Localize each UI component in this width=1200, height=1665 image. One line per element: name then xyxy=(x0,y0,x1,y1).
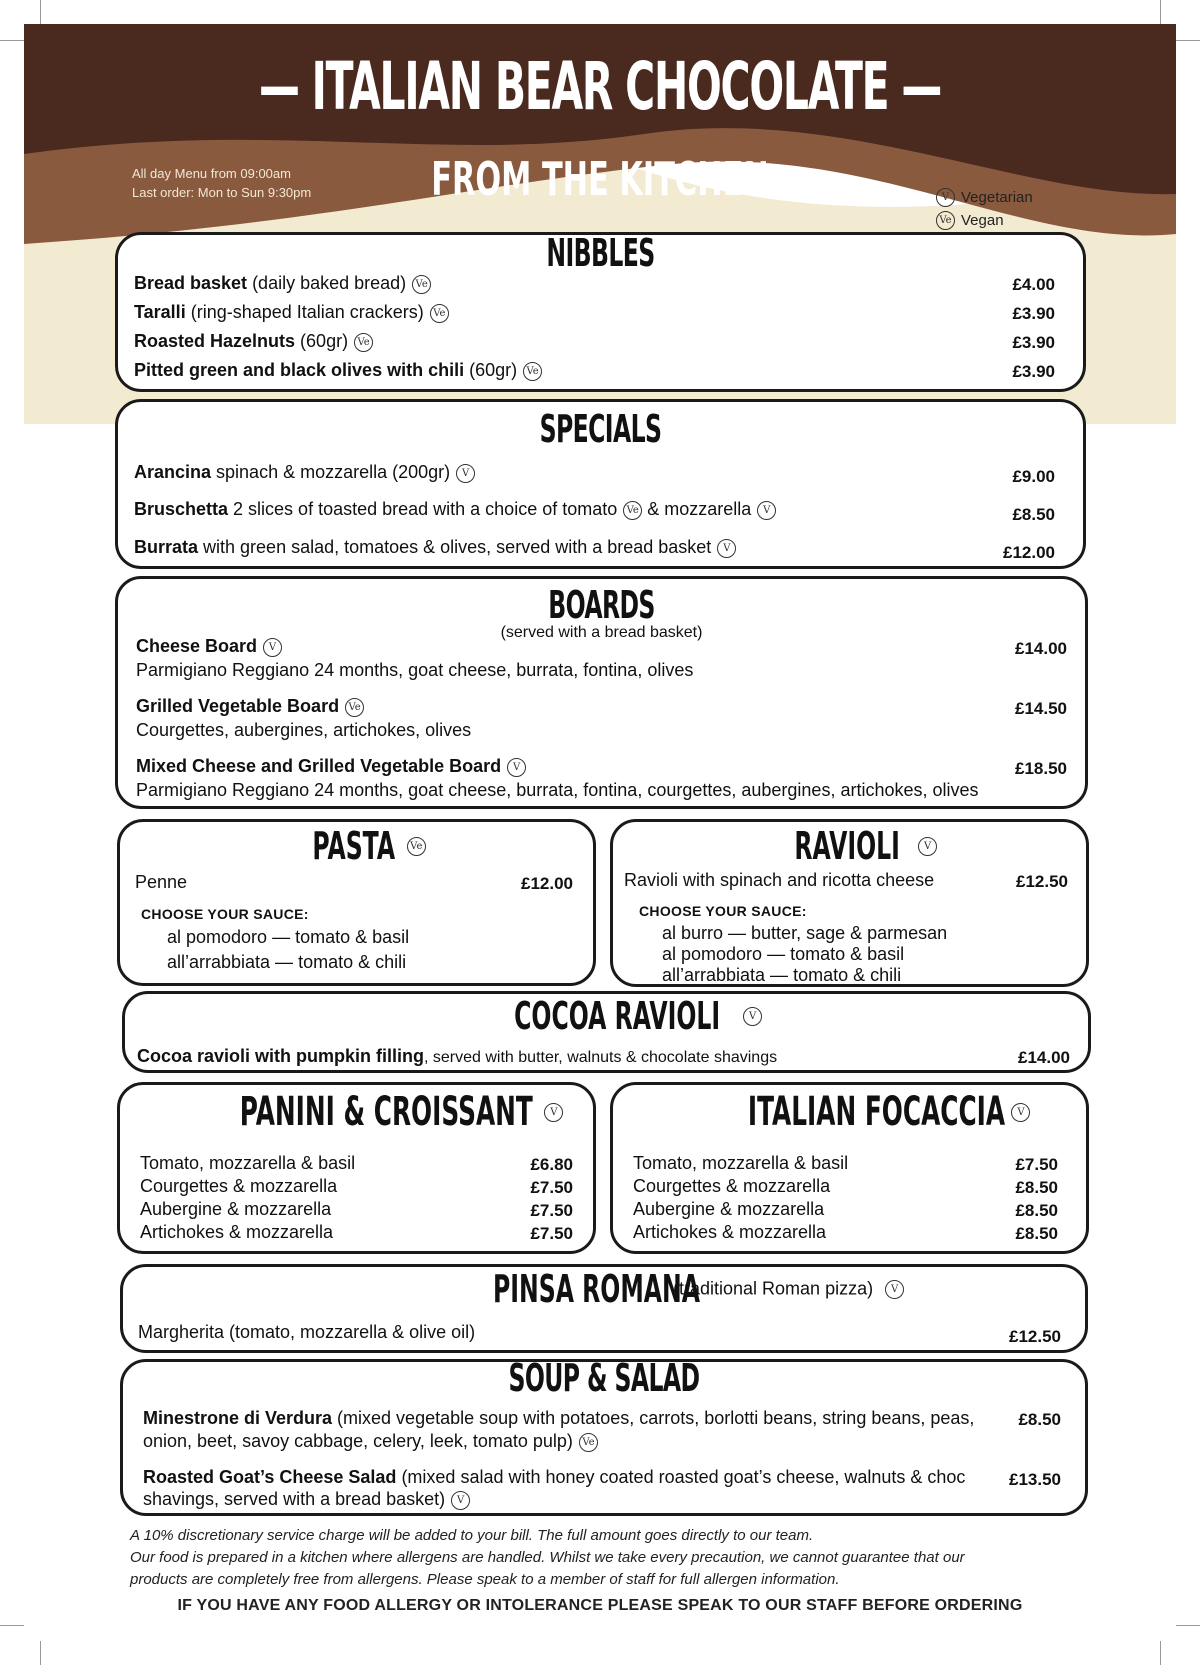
sauce-option: all’arrabbiata — tomato & chili xyxy=(167,952,407,972)
item-desc: , served with butter, walnuts & chocolate shavings xyxy=(424,1049,778,1066)
crop-mark xyxy=(0,40,24,41)
item-name: Taralli xyxy=(134,302,186,322)
item-price: £7.50 xyxy=(530,1201,573,1220)
section-title-row xyxy=(125,994,1088,1038)
vegan-icon: Ve xyxy=(936,211,955,230)
sauce-option: all’arrabbiata — tomato & chili xyxy=(662,965,902,985)
item-price: £7.50 xyxy=(530,1224,573,1243)
nibbles-section xyxy=(115,232,1086,392)
crop-mark xyxy=(1176,1625,1200,1626)
section-title: COCOA RAVIOLI xyxy=(513,994,721,1038)
item-price: £3.90 xyxy=(1012,362,1055,381)
item-name: Bread basket xyxy=(134,273,248,293)
ravioli-section xyxy=(610,819,1089,987)
vegan-icon: Ve xyxy=(345,698,364,717)
item-name: Minestrone di Verdura xyxy=(143,1408,333,1428)
legend-vegetarian xyxy=(936,186,1033,209)
vegetarian-icon: V xyxy=(263,638,282,657)
item-price: £8.50 xyxy=(1012,505,1055,524)
item-desc: (ring-shaped Italian crackers) xyxy=(185,302,424,322)
vegetarian-icon: V xyxy=(451,1491,470,1510)
menu-item: Artichokes & mozzarella xyxy=(140,1222,334,1242)
item-name: Cheese Board xyxy=(136,636,258,656)
item-desc: 2 slices of toasted bread with a choice of tomato xyxy=(228,499,618,519)
item-desc: (daily baked bread) xyxy=(247,273,407,293)
menu-item xyxy=(134,360,542,381)
menu-item xyxy=(136,696,364,717)
allergen-note: Our food is prepared in a kitchen where allergens are handled. Whilst we take every precaution, we cannot guarantee that our xyxy=(130,1549,965,1566)
item-price: £6.80 xyxy=(530,1155,573,1174)
menu-item xyxy=(134,302,449,323)
menu-item xyxy=(134,537,736,558)
sauce-option: al burro — butter, sage & parmesan xyxy=(662,923,948,943)
item-price: £8.50 xyxy=(1015,1224,1058,1243)
item-price: £7.50 xyxy=(530,1178,573,1197)
item-name: Grilled Vegetable Board xyxy=(136,696,340,716)
section-title: BOARDS xyxy=(548,583,655,627)
item-name: Mixed Cheese and Grilled Vegetable Board xyxy=(136,756,502,776)
vegetarian-icon: V xyxy=(717,539,736,558)
vegetarian-icon: V xyxy=(885,1280,904,1299)
menu-item xyxy=(134,462,475,483)
item-desc: Parmigiano Reggiano 24 months, goat cheese, burrata, fontina, olives xyxy=(136,660,694,680)
item-price: £13.50 xyxy=(1009,1470,1061,1489)
section-title-row xyxy=(493,1267,904,1311)
item-desc: & mozzarella xyxy=(642,499,752,519)
legend-label: Vegetarian xyxy=(961,189,1033,206)
menu-item xyxy=(143,1467,965,1488)
section-title-row xyxy=(613,824,1086,868)
vegetarian-icon: V xyxy=(757,501,776,520)
item-desc-continued xyxy=(143,1431,598,1452)
item-desc: shavings, served with a bread basket) xyxy=(143,1489,446,1509)
crop-mark xyxy=(40,1641,41,1665)
cocoa-ravioli-section xyxy=(122,991,1091,1073)
item-desc: onion, beet, savoy cabbage, celery, leek, tomato pulp) xyxy=(143,1431,573,1451)
crop-mark xyxy=(0,1625,24,1626)
menu-item: Margherita (tomato, mozzarella & olive oil) xyxy=(138,1322,476,1342)
menu-item: Aubergine & mozzarella xyxy=(140,1199,332,1219)
dietary-legend xyxy=(936,186,1033,232)
hours-line: All day Menu from 09:00am xyxy=(132,166,291,181)
item-price: £8.50 xyxy=(1015,1178,1058,1197)
legend-vegan xyxy=(936,209,1033,232)
menu-item: Courgettes & mozzarella xyxy=(633,1176,831,1196)
menu-item xyxy=(136,636,282,657)
item-price: £18.50 xyxy=(1015,759,1067,778)
section-note: (served with a bread basket) xyxy=(500,624,703,641)
soup-salad-section xyxy=(120,1356,1088,1516)
menu-item: Aubergine & mozzarella xyxy=(633,1199,825,1219)
service-charge-note: A 10% discretionary service charge will be added to your bill. The full amount goes directly to our team. xyxy=(130,1527,814,1544)
item-desc: (mixed salad with honey coated roasted goat’s cheese, walnuts & choc xyxy=(396,1467,966,1487)
item-desc: with green salad, tomatoes & olives, served with a bread basket xyxy=(198,537,712,557)
vegan-icon: Ve xyxy=(623,501,642,520)
restaurant-title: — ITALIAN BEAR CHOCOLATE — xyxy=(258,48,942,125)
specials-section xyxy=(115,399,1086,569)
item-price: £3.90 xyxy=(1012,304,1055,323)
item-desc: (60gr) xyxy=(295,331,349,351)
sauce-option: al pomodoro — tomato & basil xyxy=(662,944,905,964)
section-title: SPECIALS xyxy=(539,407,662,451)
section-title: RAVIOLI xyxy=(794,824,900,868)
item-name: Roasted Goat’s Cheese Salad xyxy=(143,1467,397,1487)
crop-mark xyxy=(40,0,41,24)
vegan-icon: Ve xyxy=(430,304,449,323)
last-order-line: Last order: Mon to Sun 9:30pm xyxy=(132,185,312,200)
legend-label: Vegan xyxy=(961,212,1004,229)
menu-item xyxy=(143,1408,974,1429)
boards-section xyxy=(115,576,1088,809)
section-title: PINSA ROMANA xyxy=(493,1267,700,1311)
sauce-heading: CHOOSE YOUR SAUCE: xyxy=(639,903,807,919)
menu-subtitle: FROM THE KITCHEN xyxy=(431,152,769,206)
item-desc: spinach & mozzarella (200gr) xyxy=(211,462,451,482)
item-price: £12.00 xyxy=(521,874,573,893)
pasta-section xyxy=(117,819,596,986)
menu-item: Ravioli with spinach and ricotta cheese xyxy=(624,870,935,890)
vegan-icon: Ve xyxy=(412,275,431,294)
section-title-row xyxy=(120,1089,593,1135)
vegetarian-icon: V xyxy=(1011,1103,1030,1122)
menu-item: Tomato, mozzarella & basil xyxy=(633,1153,849,1173)
item-price: £4.00 xyxy=(1012,275,1055,294)
item-price: £8.50 xyxy=(1018,1410,1061,1429)
opening-hours xyxy=(132,164,311,202)
sauce-option: al pomodoro — tomato & basil xyxy=(167,927,410,947)
menu-item: Courgettes & mozzarella xyxy=(140,1176,338,1196)
allergy-warning: IF YOU HAVE ANY FOOD ALLERGY OR INTOLERANCE PLEASE SPEAK TO OUR STAFF BEFORE ORDERING xyxy=(177,1597,1023,1614)
item-price: £7.50 xyxy=(1015,1155,1058,1174)
pinsa-section xyxy=(120,1264,1088,1353)
item-price: £12.50 xyxy=(1009,1327,1061,1346)
item-name: Arancina xyxy=(134,462,212,482)
vegetarian-icon: V xyxy=(918,837,937,856)
item-name: Cocoa ravioli with pumpkin filling xyxy=(137,1046,425,1066)
panini-section xyxy=(117,1082,596,1254)
item-desc: Parmigiano Reggiano 24 months, goat cheese, burrata, fontina, courgettes, aubergines, artichokes, olives xyxy=(136,780,979,800)
section-title: PANINI & CROISSANT xyxy=(239,1089,533,1135)
section-title: ITALIAN FOCACCIA xyxy=(747,1089,1005,1135)
menu-item: Penne xyxy=(135,872,188,892)
section-title-row xyxy=(120,824,593,868)
item-desc-continued xyxy=(143,1489,470,1510)
item-name: Pitted green and black olives with chili xyxy=(134,360,465,380)
section-title: SOUP & SALAD xyxy=(508,1356,700,1400)
section-note: (traditional Roman pizza) xyxy=(673,1278,874,1299)
vegetarian-icon: V xyxy=(507,758,526,777)
section-title-row xyxy=(613,1089,1086,1135)
item-price: £14.00 xyxy=(1018,1048,1070,1067)
menu-item xyxy=(134,273,431,294)
vegetarian-icon: V xyxy=(544,1103,563,1122)
item-desc: (mixed vegetable soup with potatoes, carrots, borlotti beans, string beans, peas, xyxy=(332,1408,975,1428)
item-name: Bruschetta xyxy=(134,499,229,519)
vegan-icon: Ve xyxy=(354,333,373,352)
vegetarian-icon: V xyxy=(936,188,955,207)
item-desc: Courgettes, aubergines, artichokes, olives xyxy=(136,720,472,740)
item-price: £14.00 xyxy=(1015,639,1067,658)
vegan-icon: Ve xyxy=(523,362,542,381)
menu-item: Artichokes & mozzarella xyxy=(633,1222,827,1242)
section-title: PASTA xyxy=(312,824,396,868)
menu-item xyxy=(134,331,373,352)
item-price: £9.00 xyxy=(1012,467,1055,486)
item-price: £8.50 xyxy=(1015,1201,1058,1220)
item-price: £14.50 xyxy=(1015,699,1067,718)
item-price: £12.00 xyxy=(1003,543,1055,562)
item-desc: (60gr) xyxy=(464,360,518,380)
item-price: £3.90 xyxy=(1012,333,1055,352)
vegetarian-icon: V xyxy=(456,464,475,483)
item-name: Burrata xyxy=(134,537,199,557)
item-name: Roasted Hazelnuts xyxy=(134,331,296,351)
menu-item: Tomato, mozzarella & basil xyxy=(140,1153,356,1173)
sauce-heading: CHOOSE YOUR SAUCE: xyxy=(141,906,309,922)
focaccia-section xyxy=(610,1082,1089,1254)
vegetarian-icon: V xyxy=(743,1007,762,1026)
vegan-icon: Ve xyxy=(579,1433,598,1452)
footer-notes xyxy=(130,1525,1060,1591)
menu-item xyxy=(137,1046,777,1067)
crop-mark xyxy=(1176,40,1200,41)
crop-mark xyxy=(1160,1641,1161,1665)
crop-mark xyxy=(1160,0,1161,24)
vegan-icon: Ve xyxy=(407,837,426,856)
item-price: £12.50 xyxy=(1016,872,1068,891)
section-title: NIBBLES xyxy=(546,231,655,275)
menu-item xyxy=(136,756,526,777)
allergen-note-continued: products are completely free from allergens. Please speak to a member of staff for full allergen information. xyxy=(130,1571,840,1588)
menu-item xyxy=(134,499,776,520)
